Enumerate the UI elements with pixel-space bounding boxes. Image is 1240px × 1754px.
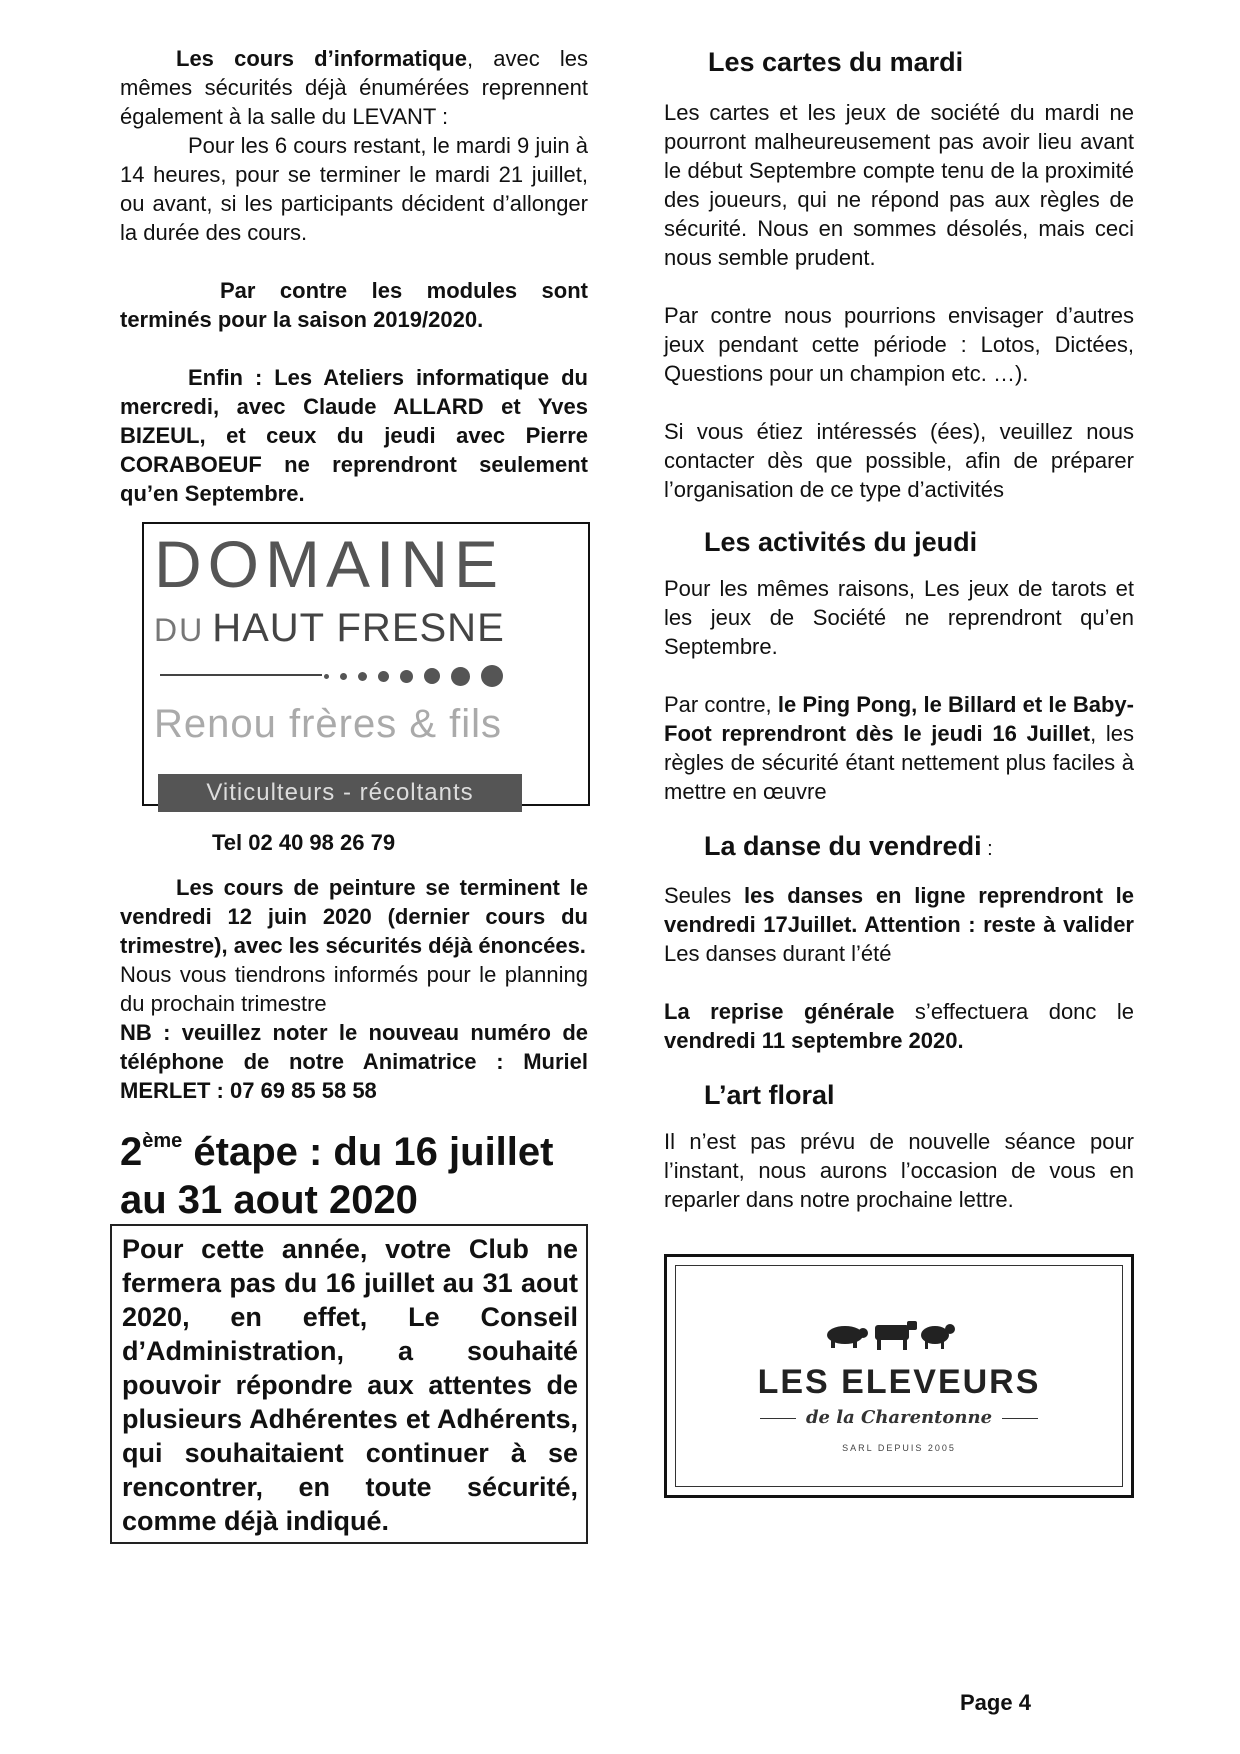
line-dance-intro: Seules bbox=[664, 883, 744, 908]
right-column bbox=[664, 44, 1134, 1498]
general-resumption-date: vendredi 11 septembre 2020. bbox=[664, 1028, 964, 1053]
computer-courses-heading: Les cours d’informatique bbox=[176, 46, 467, 71]
computer-courses-text: , avec les mêmes sécurités déjà énumérées reprennent également à la salle du LEVANT : bbox=[120, 46, 588, 129]
floral-art-heading: L’art floral bbox=[704, 1080, 835, 1110]
left-column bbox=[120, 44, 588, 1544]
ping-pong-rest: , les règles de sécurité étant nettement plus faciles à mettre en œuvre bbox=[664, 721, 1134, 804]
line-dance-paragraph bbox=[664, 881, 1134, 968]
stage-heading bbox=[120, 1117, 588, 1224]
remaining-courses-paragraph: Pour les 6 cours restant, le mardi 9 juin à 14 heures, pour se terminer le mardi 21 juillet, ou avant, si les participants décident d’allonger la durée des cours. bbox=[120, 133, 588, 245]
farm-animals-icon bbox=[823, 1307, 963, 1351]
nb-paragraph bbox=[120, 1018, 588, 1105]
other-games-paragraph: Par contre nous pourrions envisager d’autres jeux pendant cette période : Lotos, Dictées, Questions pour un champion etc. …). bbox=[664, 303, 1134, 386]
line-dance-bold: les danses en ligne reprendront le vendredi 17Juillet. Attention : reste à valider bbox=[664, 883, 1134, 937]
ping-pong-intro: Par contre, bbox=[664, 692, 778, 717]
friday-dance-title: La danse du vendredi bbox=[704, 831, 982, 861]
planning-paragraph: Nous vous tiendrons informés pour le planning du prochain trimestre bbox=[120, 962, 588, 1016]
stage-superscript: ème bbox=[142, 1130, 183, 1152]
domaine-haut-fresne-logo bbox=[142, 522, 590, 806]
painting-text: Les cours de peinture se terminent le vendredi 12 juin 2020 (dernier cours du trimestre), avec les sécurités déjà énoncées. bbox=[120, 875, 588, 958]
ping-pong-paragraph bbox=[664, 690, 1134, 806]
logo-eleveurs-title: LES ELEVEURS bbox=[757, 1363, 1041, 1401]
painting-paragraph bbox=[120, 873, 588, 960]
general-resumption-bold: La reprise générale bbox=[664, 999, 895, 1024]
thursday-paragraph: Pour les mêmes raisons, Les jeux de tarots et les jeux de Société ne reprendront qu’en Septembre. bbox=[664, 576, 1134, 659]
stage-title-text: étape : du 16 juillet au 31 aout 2020 bbox=[120, 1130, 554, 1222]
logo-sarl-tagline: SARL DEPUIS 2005 bbox=[842, 1443, 956, 1453]
thursday-heading: Les activités du jeudi bbox=[704, 527, 978, 557]
workshops-paragraph bbox=[120, 363, 588, 508]
floral-art-text: Il n’est pas prévu de nouvelle séance pour l’instant, nous aurons l’occasion de vous en reparler dans notre prochaine lettre. bbox=[664, 1129, 1134, 1212]
modules-text: Par contre les modules sont terminés pour la saison 2019/2020. bbox=[120, 278, 588, 332]
summer-opening-box: Pour cette année, votre Club ne fermera pas du 16 juillet au 31 aout 2020, en effet, Le Conseil d’Administration, a souhaité pouvoir répondre aux attentes de plusieurs Adhérentes et Adhérents, qui souhaitaient continuer à se rencontrer, en toute sécurité, comme déjà indiqué. bbox=[110, 1224, 588, 1544]
logo-viticulteurs-banner: Viticulteurs - récoltants bbox=[158, 774, 522, 812]
workshops-text: Enfin : Les Ateliers informatique du mercredi, avec Claude ALLARD et Yves BIZEUL, et ceux du jeudi avec Pierre CORABOEUF ne reprendront seulement qu’en Septembre. bbox=[120, 365, 588, 506]
telephone-number: Tel 02 40 98 26 79 bbox=[212, 830, 396, 855]
general-resumption-text: s’effectuera donc le bbox=[894, 999, 1134, 1024]
friday-dance-colon: : bbox=[981, 838, 993, 860]
general-resumption-paragraph bbox=[664, 997, 1134, 1055]
friday-dance-heading bbox=[704, 828, 1134, 867]
logo-dots-decoration bbox=[324, 664, 514, 688]
logo-divider-line bbox=[160, 674, 322, 676]
nb-text: NB : veuillez noter le nouveau numéro de téléphone de notre Animatrice : Muriel MERLET : 07 69 85 58 58 bbox=[120, 1020, 588, 1103]
computer-courses-paragraph bbox=[120, 44, 588, 131]
logo-du-text: DU bbox=[154, 612, 205, 648]
ping-pong-bold: le Ping Pong, le Billard et le Baby-Foot reprendront dès le jeudi 16 Juillet bbox=[664, 692, 1134, 746]
logo-haut-fresne-label: HAUT FRESNE bbox=[212, 606, 505, 650]
tuesday-cards-heading: Les cartes du mardi bbox=[708, 47, 964, 77]
eleveurs-charentonne-logo bbox=[664, 1254, 1134, 1498]
logo-haut-fresne-text bbox=[154, 606, 505, 651]
tuesday-cards-paragraph: Les cartes et les jeux de société du mardi ne pourront malheureusement pas avoir lieu avant le début Septembre compte tenu de la proximité des joueurs, qui ne répond pas aux règles de sécurité. Nous en sommes désolés, mais ceci nous semble prudent. bbox=[664, 100, 1134, 270]
stage-number: 2 bbox=[120, 1130, 143, 1174]
modules-paragraph bbox=[120, 276, 588, 334]
logo-domaine-text: DOMAINE bbox=[154, 527, 505, 601]
contact-paragraph: Si vous étiez intéressés (ées), veuillez nous contacter dès que possible, afin de préparer l’organisation de ce type d’activités bbox=[664, 419, 1134, 502]
logo-renou-text: Renou frères & fils bbox=[154, 702, 503, 746]
page-number: Page 4 bbox=[960, 1690, 1031, 1715]
floral-art-paragraph bbox=[664, 1127, 1134, 1214]
logo-charentonne-subtitle: de la Charentonne bbox=[667, 1407, 1131, 1428]
line-dance-rest: Les danses durant l’été bbox=[664, 941, 892, 966]
